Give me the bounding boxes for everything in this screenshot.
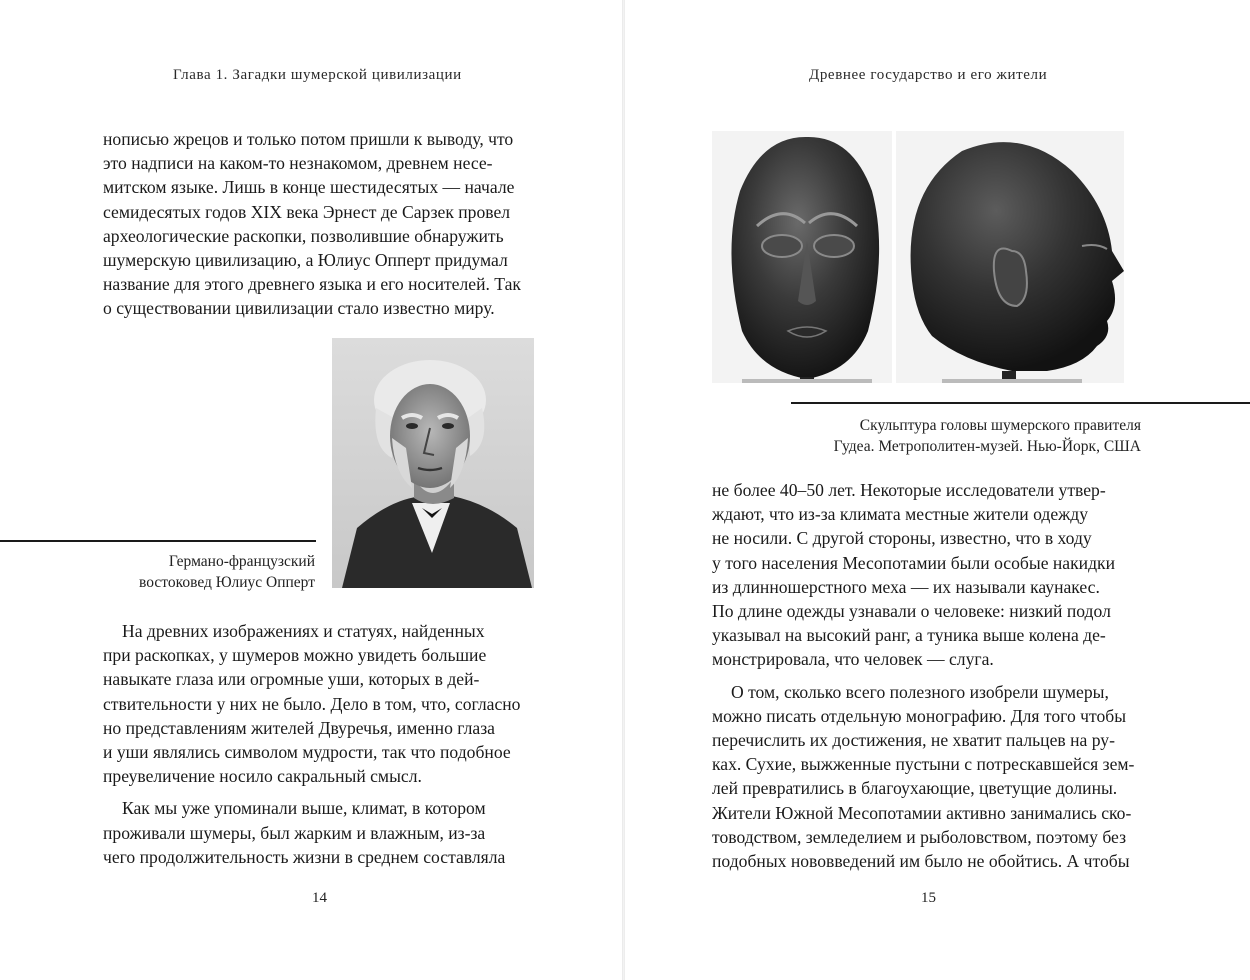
text-line: На древних изображениях и статуях, найденных	[122, 621, 485, 641]
text-line: монстрировала, что человек — слуга.	[712, 649, 994, 670]
text-line: навыкате глаза или огромные уши, которых в дей-	[103, 669, 480, 690]
text-line: о существовании цивилизации стало известно миру.	[103, 298, 495, 319]
text-line: указывал на высокий ранг, а туника выше колена де-	[712, 625, 1106, 646]
right-paragraph-1	[712, 478, 1144, 672]
text-line: семидесятых годов XIX века Эрнест де Сарзек провел	[103, 201, 511, 222]
right-caption-rule	[791, 402, 1250, 404]
left-page-number: 14	[312, 890, 327, 906]
right-running-head: Древнее государство и его жители	[809, 67, 1048, 83]
text-line: это надписи на каком-то незнакомом, древнем несе-	[103, 153, 493, 174]
left-page	[0, 0, 623, 980]
text-line: По длине одежды узнавали о человеке: низкий подол	[712, 601, 1111, 622]
text-line: нописью жрецов и только потом пришли к выводу, что	[103, 129, 514, 149]
text-line: можно писать отдельную монографию. Для того чтобы	[712, 705, 1127, 726]
gudea-head-photo	[712, 131, 1124, 383]
left-running-head: Глава 1. Загадки шумерской цивилизации	[173, 67, 462, 83]
right-figure-caption	[821, 415, 1141, 457]
text-line: Как мы уже упоминали выше, климат, в котором	[122, 798, 486, 819]
caption-line: востоковед Юлиус Опперт	[139, 574, 315, 591]
text-line: перечислить их достижения, не хватит пальцев на ру-	[712, 730, 1115, 751]
text-line: археологические раскопки, позволившие обнаружить	[103, 225, 504, 246]
left-caption-rule	[0, 540, 316, 542]
right-page-number: 15	[921, 890, 936, 906]
text-line: название для этого древнего языка и его носителей. Так	[103, 274, 521, 295]
text-line: и уши являлись символом мудрости, так что подобное	[103, 742, 511, 763]
left-top-paragraph	[103, 127, 535, 321]
text-line: но представлениям жителей Двуречья, именно глаза	[103, 717, 495, 738]
gudea-illustration	[712, 131, 1124, 383]
text-line: Жители Южной Месопотамии активно занимались ско-	[712, 802, 1132, 823]
text-line: проживали шумеры, был жарким и влажным, из-за	[103, 822, 486, 843]
left-paragraph-2	[103, 619, 535, 788]
text-line: товодством, земледелием и рыболовством, поэтому без	[712, 826, 1127, 847]
left-paragraph-3	[103, 796, 535, 869]
text-line: не более 40–50 лет. Некоторые исследователи утвер-	[712, 480, 1106, 500]
text-line: не носили. С другой стороны, известно, что в ходу	[712, 528, 1092, 549]
text-line: чего продолжительность жизни в среднем составляла	[103, 846, 506, 867]
text-line: у того населения Месопотамии были особые накидки	[712, 552, 1115, 573]
caption-line: Скульптура головы шумерского правителя	[859, 417, 1141, 434]
text-line: О том, сколько всего полезного изобрели шумеры,	[731, 681, 1109, 702]
text-line: подобных нововведений им было не обойтись. А чтобы	[712, 851, 1130, 872]
oppert-portrait-photo	[332, 338, 534, 588]
portrait-illustration	[332, 338, 534, 588]
left-bottom-text	[103, 619, 535, 869]
right-page	[625, 0, 1250, 980]
right-text	[712, 478, 1144, 873]
text-line: ках. Сухие, выжженные пустыни с потрескавшейся зем-	[712, 754, 1135, 775]
text-line: митском языке. Лишь в конце шестидесятых — начале	[103, 177, 515, 198]
text-line: ствительности у них не было. Дело в том, что, согласно	[103, 693, 521, 714]
caption-line: Гудеа. Метрополитен-музей. Нью-Йорк, США	[833, 438, 1141, 455]
left-figure-caption	[95, 551, 315, 593]
text-line: ждают, что из-за климата местные жители одежду	[712, 504, 1089, 525]
text-line: при раскопках, у шумеров можно увидеть большие	[103, 645, 487, 666]
right-paragraph-2	[712, 680, 1144, 874]
caption-line: Германо-французский	[168, 553, 315, 570]
text-line: лей превратились в благоухающие, цветущие долины.	[712, 778, 1118, 799]
text-line: шумерскую цивилизацию, а Юлиус Опперт придумал	[103, 250, 508, 271]
text-line: преувеличение носило сакральный смысл.	[103, 766, 422, 787]
text-line: из длинношерстного меха — их называли каунакес.	[712, 576, 1100, 597]
